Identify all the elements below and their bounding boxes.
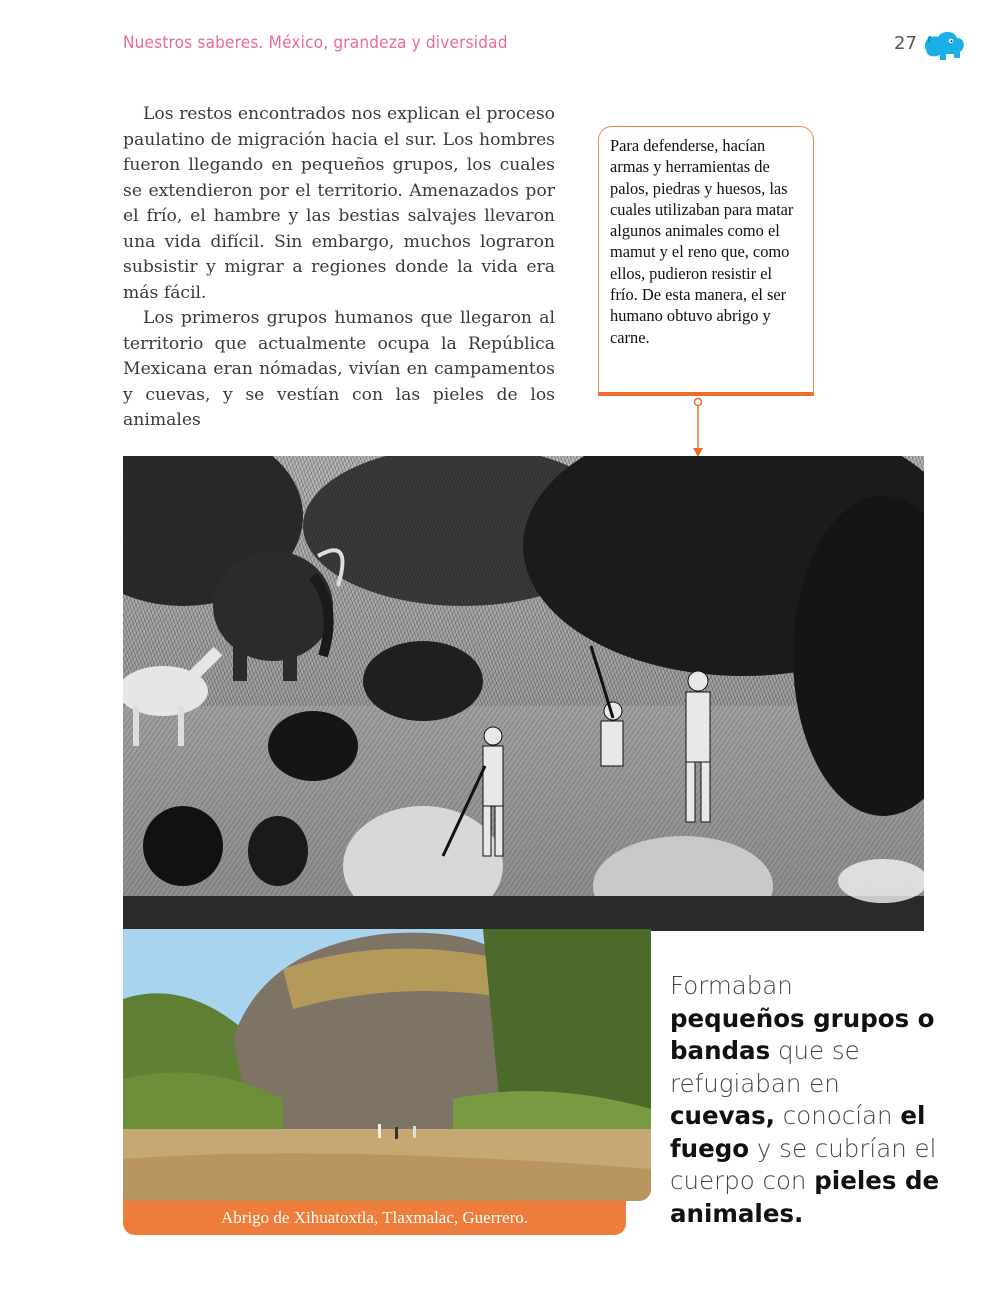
summary-bold: pequeños grupos o bandas bbox=[670, 1003, 935, 1065]
summary-part: conocían bbox=[782, 1101, 893, 1130]
summary-part: y se cubrían el cuerpo con bbox=[670, 1133, 937, 1195]
page-number: 27 bbox=[894, 33, 917, 54]
blue-mascot-icon bbox=[920, 28, 966, 64]
summary-bold: pieles de animales. bbox=[670, 1166, 940, 1228]
rock-shelter-photo bbox=[123, 929, 651, 1201]
summary-bold: cuevas, bbox=[670, 1101, 775, 1130]
summary-bold: el fuego bbox=[670, 1101, 926, 1163]
photo-caption: Abrigo de Xihuatoxtla, Tlaxmalac, Guerrero. bbox=[123, 1201, 626, 1235]
summary-text bbox=[670, 970, 940, 1230]
paragraph-1: Los restos encontrados nos explican el proceso paulatino de migración hacia el sur. Los hombres fueron llegando en pequeños grupos, los cuales se extendieron por el territorio. Amenazados por el frío, el hambre y las bestias salvajes llevaron una vida difícil. Sin embargo, muchos lograron subsistir y migrar a regiones donde la vida era más fácil. bbox=[123, 104, 555, 303]
paragraph-2: Los primeros grupos humanos que llegaron al territorio que actualmente ocupa la República Mexicana eran nómadas, vivían en campamentos y cuevas, y se vestían con las pieles de los animales bbox=[123, 308, 555, 430]
body-text bbox=[123, 102, 555, 434]
summary-part: Formaban bbox=[670, 971, 793, 1000]
running-header: Nuestros saberes. México, grandeza y diversidad bbox=[123, 33, 508, 53]
arrow-down-icon bbox=[690, 396, 706, 458]
callout-box: Para defenderse, hacían armas y herramientas de palos, piedras y huesos, las cuales utilizaban para matar algunos animales como el mamut y el reno que, como ellos, pudieron resistir el frío. De esta manera, el ser humano obtuvo abrigo y carne. bbox=[598, 126, 814, 396]
prehistoric-engraving-illustration bbox=[123, 456, 924, 931]
summary-part: que se refugiaban en bbox=[670, 1036, 860, 1098]
